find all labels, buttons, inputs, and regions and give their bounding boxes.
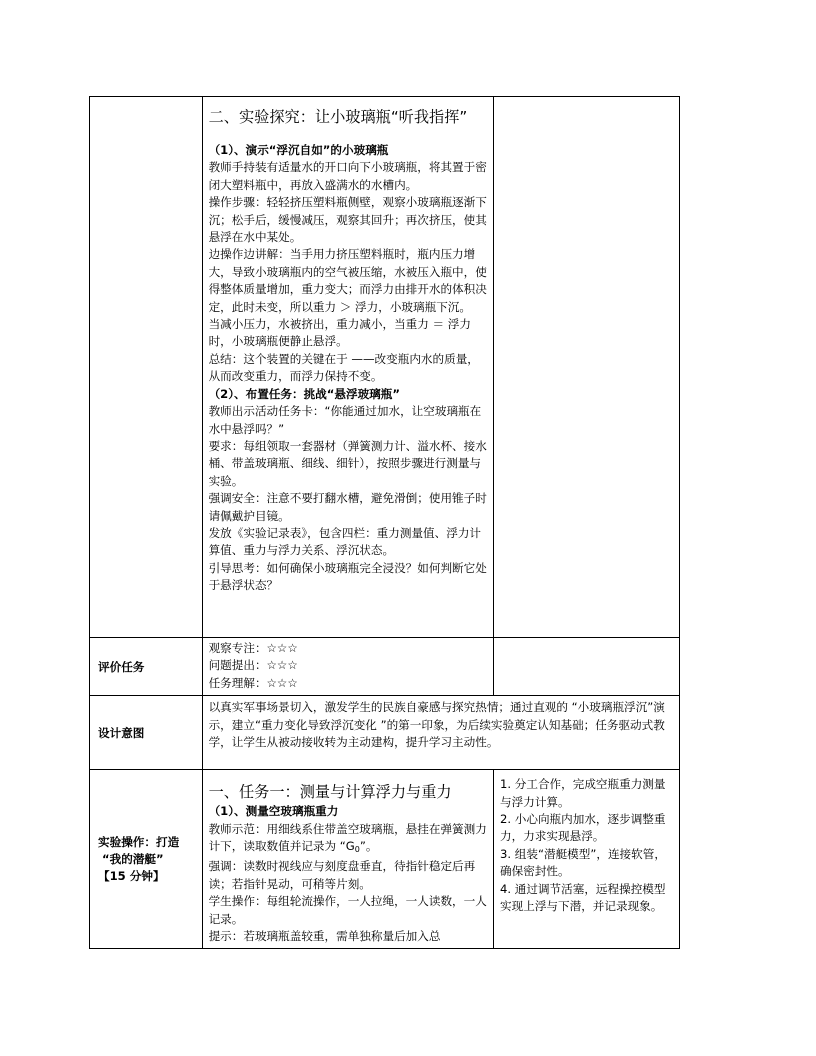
list-item: 1. 分工合作，完成空瓶重力测量与浮力计算。 — [500, 777, 666, 809]
list-item: 2. 小心向瓶内加水，逐步调整重力，力求实现悬浮。 — [500, 812, 666, 844]
rating-item: 任务理解：☆☆☆ — [208, 675, 298, 690]
part2-title: （2）、布置任务：挑战“悬浮玻璃瓶” — [208, 386, 400, 401]
table-row — [90, 97, 680, 638]
paragraph: 操作步骤：轻轻挤压塑料瓶侧壁，观察小玻璃瓶逐渐下沉；松手后，缓慢减压，观察其回升；再次挤压，使其悬浮在水中某处。 — [208, 195, 487, 245]
row-label-line: “我的潜艇” — [102, 851, 164, 866]
row2-label-cell — [90, 638, 203, 696]
table-row — [90, 696, 680, 770]
section-title: 二、实验探究：让小玻璃瓶“听我指挥” — [208, 108, 468, 126]
paragraph: 教师出示活动任务卡：“你能通过加水，让空玻璃瓶在水中悬浮吗？” — [208, 404, 482, 436]
row4-label-cell — [90, 770, 203, 949]
paragraph: 教师示范：用细线系住带盖空玻璃瓶，悬挂在弹簧测力计下，读取数值并记录为 “G0”。 — [208, 821, 487, 855]
paragraph: 总结：这个装置的关键在于 ——改变瓶内水的质量，从而改变重力，而浮力保持不变。 — [208, 351, 479, 384]
rating-item: 观察专注：☆☆☆ — [208, 641, 298, 655]
paragraph: 提示：若玻璃瓶盖较重，需单独称量后加入总 — [208, 929, 441, 944]
row4-content-cell — [202, 770, 493, 949]
paragraph: 当减小压力，水被挤出，重力减小，当重力 ＝ 浮力时，小玻璃瓶便静止悬浮。 — [208, 317, 471, 349]
row-label-line: 【15 分钟】 — [98, 868, 165, 883]
paragraph: 教师手持装有适量水的开口向下小玻璃瓶，将其置于密闭大塑料瓶中，再放入盛满水的水槽内。 — [208, 160, 487, 192]
row4-notes-cell — [494, 770, 680, 949]
paragraph: 引导思考：如何确保小玻璃瓶完全浸没？如何判断它处于悬浮状态？ — [208, 560, 487, 593]
row1-label-cell — [90, 97, 203, 638]
paragraph: 边操作边讲解：当手用力挤压塑料瓶时，瓶内压力增大，导致小玻璃瓶内的空气被压缩，水被压入瓶中，使得整体质量增加，重力变大；而浮力由排开水的体积决定，此时未变，所以重力 ＞ 浮力，小玻璃瓶下沉。 — [208, 247, 487, 314]
row1-content-cell — [202, 97, 493, 638]
row3-label-cell — [90, 696, 203, 770]
row2-content-cell — [202, 638, 493, 696]
rating-item: 问题提出：☆☆☆ — [208, 658, 298, 673]
lesson-plan-table — [89, 96, 680, 949]
part1-title: （1）、演示“浮沉自如”的小玻璃瓶 — [208, 143, 389, 157]
table-row — [90, 638, 680, 696]
paragraph: 发放《实验记录表》，包含四栏：重力测量值、浮力计算值、重力与浮力关系、浮沉状态。 — [208, 525, 482, 558]
row2-notes-cell — [494, 638, 680, 696]
paragraph: 学生操作：每组轮流操作，一人拉绳，一人读数，一人记录。 — [208, 894, 487, 926]
paragraph: 强调安全：注意不要打翻水槽，避免滑倒；使用锥子时请佩戴护目镜。 — [208, 491, 487, 523]
section-title: 一、任务一：测量与计算浮力与重力 — [208, 783, 452, 802]
row-label: 设计意图 — [98, 725, 145, 740]
design-intent-text: 以真实军事场景切入，激发学生的民族自豪感与探究热情；通过直观的 “小玻璃瓶浮沉”演示，建立“重力变化导致浮沉变化 ”的第一印象，为后续实验奠定认知基础；任务驱动式教学，让学生从被动接收转为主动建构，提升学习主动性。 — [208, 700, 665, 750]
row1-notes-cell — [494, 97, 680, 638]
row3-content-cell — [202, 696, 679, 770]
row-label: 评价任务 — [98, 659, 145, 674]
paragraph: 要求：每组领取一套器材（弹簧测力计、溢水杯、接水桶、带盖玻璃瓶、细线、细针），按照步骤进行测量与实验。 — [208, 438, 487, 488]
paragraph: 强调：读数时视线应与刻度盘垂直，待指针稳定后再读；若指针晃动，可稍等片刻。 — [208, 859, 476, 891]
row-label-line: 实验操作：打造 — [98, 834, 180, 849]
list-item: 4. 通过调节活塞，远程操控模型实现上浮与下潜，并记录现象。 — [500, 881, 666, 914]
part1-title: （1）、测量空玻璃瓶重力 — [208, 804, 339, 819]
list-item: 3. 组装“潜艇模型”，连接软管，确保密封性。 — [500, 846, 666, 879]
table-row — [90, 770, 680, 949]
